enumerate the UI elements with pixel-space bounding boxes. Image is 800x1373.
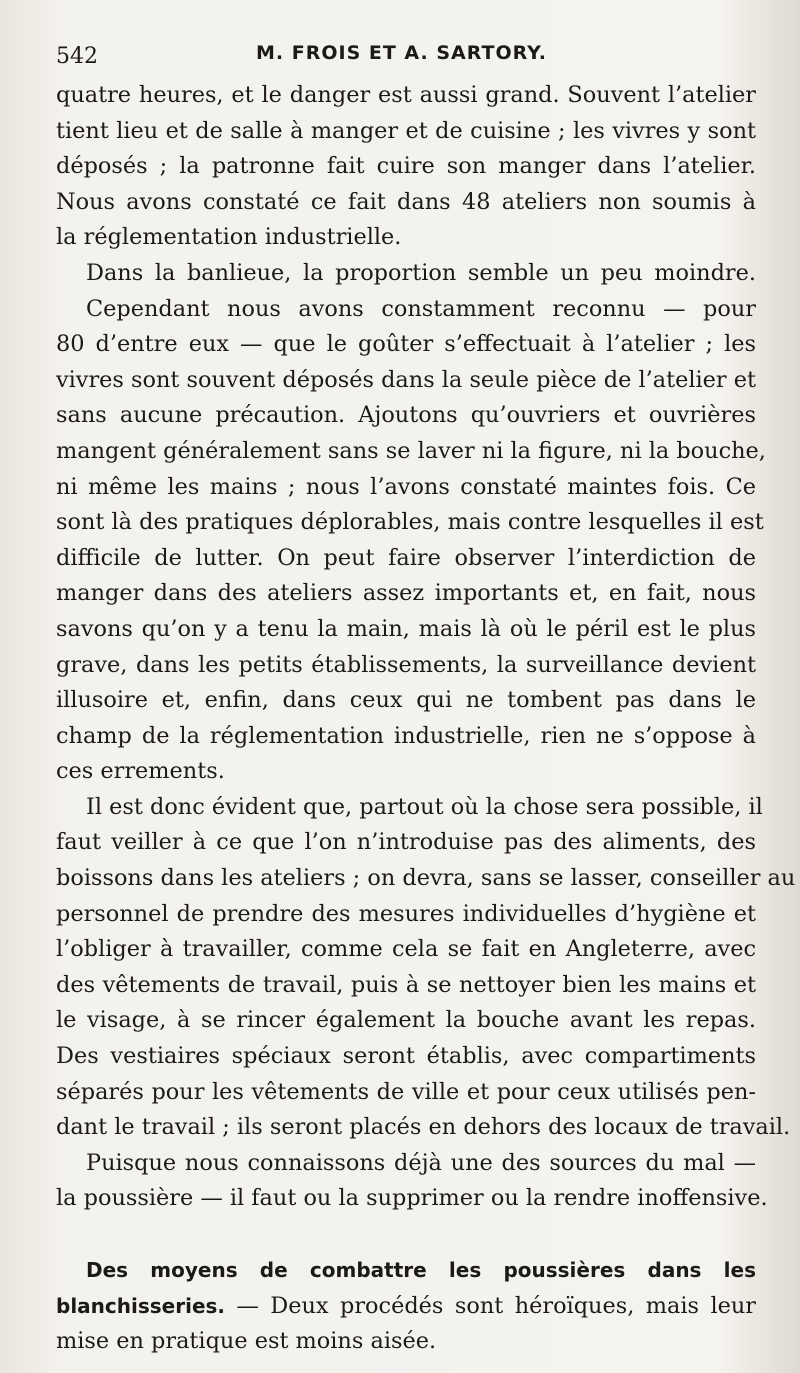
text-line: sans aucune précaution. Ajoutons qu’ouvriers et ouvrières: [56, 402, 756, 429]
text-line: vivres sont souvent déposés dans la seule pièce de l’atelier et: [56, 366, 757, 393]
paragraph-1: [56, 78, 756, 256]
text-line: ces errements.: [56, 758, 225, 785]
text-line: illusoire et, enfin, dans ceux qui ne tombent pas dans le: [56, 687, 756, 714]
text-line: sont là des pratiques déplorables, mais contre lesquelles il est: [56, 509, 764, 536]
section-title: Des moyens de combattre les poussières dans les: [86, 1258, 756, 1282]
page-header: [56, 38, 756, 78]
text-line: Dans la banlieue, la proportion semble un peu moindre.: [86, 259, 756, 286]
text-line: boissons dans les ateliers ; on devra, sans se lasser, conseiller au: [56, 865, 796, 892]
text-line: des vêtements de travail, puis à se nettoyer bien les mains et: [56, 971, 756, 998]
section-title-end: blanchisseries.: [56, 1293, 226, 1318]
section-heading-paragraph: [56, 1253, 756, 1360]
text-line: Des vestiaires spéciaux seront établis, avec compartiments: [56, 1043, 756, 1070]
text-line: Puisque nous connaissons déjà une des sources du mal —: [86, 1149, 756, 1176]
text-line: séparés pour les vêtements de ville et pour ceux utilisés pen-: [56, 1078, 756, 1105]
section-title-line: [56, 1253, 756, 1289]
text-line: grave, dans les petits établissements, la surveillance devient: [56, 651, 756, 678]
text-line: l’obliger à travailler, comme cela se fait en Angleterre, avec: [56, 936, 756, 963]
text-line: Il est donc évident que, partout où la chose sera possible, il: [86, 793, 763, 820]
section-text: — Deux procédés sont héroïques, mais leur: [225, 1292, 756, 1319]
text-line: champ de la réglementation industrielle, rien ne s’oppose à: [56, 722, 756, 749]
text-line: 80 d’entre eux — que le goûter s’effectuait à l’atelier ; les: [56, 331, 756, 358]
text-line: Nous avons constaté ce fait dans 48 ateliers non soumis à: [56, 188, 756, 215]
page-body: [56, 78, 796, 1360]
text-line: mise en pratique est moins aisée.: [56, 1328, 437, 1355]
text-line: quatre heures, et le danger est aussi grand. Souvent l’atelier: [56, 82, 756, 108]
paragraph-2: [56, 256, 766, 790]
text-line: dant le travail ; ils seront placés en dehors des locaux de travail.: [56, 1114, 791, 1141]
text-line: savons qu’on y a tenu la main, mais là où le péril est le plus: [56, 615, 756, 642]
text-line: personnel de prendre des mesures individuelles d’hygiène et: [56, 900, 756, 927]
text-line: difficile de lutter. On peut faire observer l’interdiction de: [56, 544, 756, 571]
page-number: 542: [56, 44, 98, 69]
paragraph-4: [56, 1146, 768, 1217]
text-line: tient lieu et de salle à manger et de cuisine ; les vivres y sont: [56, 117, 756, 144]
text-line: la réglementation industrielle.: [56, 224, 402, 251]
text-line: mangent généralement sans se laver ni la figure, ni la bouche,: [56, 437, 766, 464]
running-title: M. FROIS ET A. SARTORY.: [256, 42, 548, 64]
text-line: [56, 1289, 756, 1325]
text-line: déposés ; la patronne fait cuire son manger dans l’atelier.: [56, 153, 756, 180]
text-line: manger dans des ateliers assez importants et, en fait, nous: [56, 580, 756, 607]
text-line: la poussière — il faut ou la supprimer ou la rendre inoffensive.: [56, 1185, 768, 1212]
text-line: faut veiller à ce que l’on n’introduise pas des aliments, des: [56, 829, 756, 856]
text-line: Cependant nous avons constamment reconnu — pour: [86, 295, 756, 322]
section-spacer: [56, 1217, 756, 1253]
paragraph-3: [56, 790, 796, 1146]
text-line: le visage, à se rincer également la bouche avant les repas.: [56, 1007, 756, 1034]
text-line: ni même les mains ; nous l’avons constaté maintes fois. Ce: [56, 473, 756, 500]
